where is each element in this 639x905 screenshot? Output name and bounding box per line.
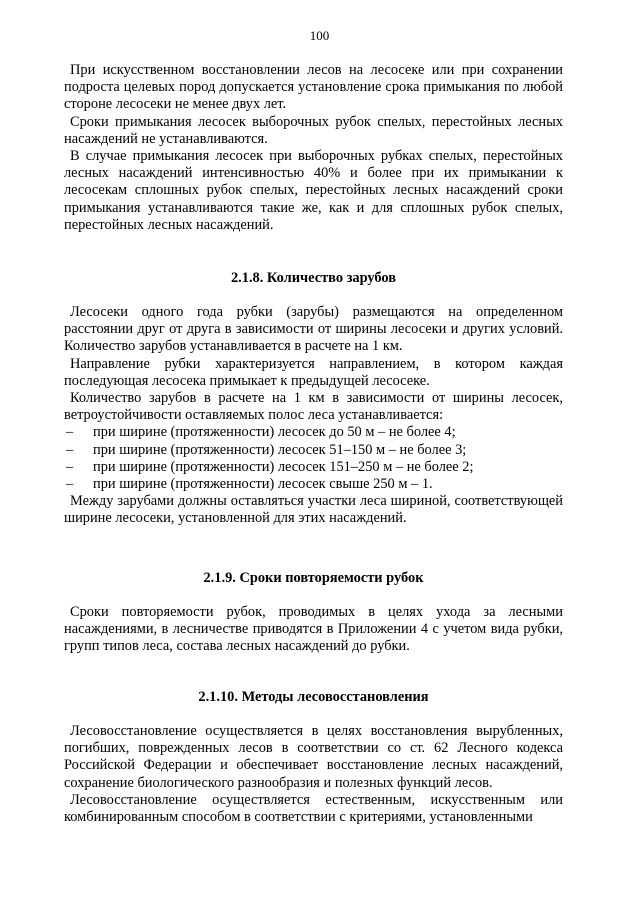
paragraph: Лесосеки одного года рубки (зарубы) размещаются на определенном расстоянии друг от друга в зависимости от ширины лесосеки и других условий. Количество зарубов устанавливается в расчете на 1 км. [64, 304, 563, 355]
paragraph: Лесовосстановление осуществляется в целях восстановления вырубленных, погибших, поврежденных лесов в соответствии со ст. 62 Лесного кодекса Российской Федерации и обеспечивает восстановление лесных насаждений, сохранение биологического разнообразия и полезных функций лесов. [64, 723, 563, 791]
list-item-text: при ширине (протяженности) лесосек 151–250 м – не более 2; [93, 458, 474, 475]
cuts-count-list [64, 424, 563, 493]
list-item [64, 442, 563, 459]
paragraph: Сроки примыкания лесосек выборочных рубок спелых, перестойных лесных насаждений не устанавливаются. [64, 113, 563, 147]
paragraph: Между зарубами должны оставляться участки леса шириной, соответствующей ширине лесосеки, установленной для этих насаждений. [64, 493, 563, 527]
list-dash-marker: – [66, 441, 74, 458]
paragraph: Сроки повторяемости рубок, проводимых в целях ухода за лесными насаждениями, в лесничестве приводятся в Приложении 4 с учетом вида рубки, групп типов леса, состава лесных насаждений до рубки. [64, 604, 563, 655]
paragraph: Количество зарубов в расчете на 1 км в зависимости от ширины лесосек, ветроустойчивости оставляемых полос леса устанавливается: [64, 390, 563, 424]
paragraph: Лесовосстановление осуществляется естественным, искусственным или комбинированным способом в соответствии с критериями, установленными [64, 791, 563, 826]
list-item-text: при ширине (протяженности) лесосек до 50 м – не более 4; [93, 424, 456, 441]
paragraph: При искусственном восстановлении лесов на лесосеке или при сохранении подроста целевых пород допускается установление срока примыкания по любой стороне лесосеки не менее двух лет. [64, 62, 563, 113]
section-heading-2-1-8: 2.1.8. Количество зарубов [230, 270, 397, 286]
list-item [64, 424, 563, 441]
paragraph: Направление рубки характеризуется направлением, в котором каждая последующая лесосека примыкает к предыдущей лесосеке. [64, 355, 563, 389]
list-item [64, 459, 563, 476]
list-item-text: при ширине (протяженности) лесосек 51–150 м – не более 3; [93, 441, 467, 458]
list-dash-marker: – [66, 424, 74, 441]
list-dash-marker: – [66, 476, 74, 493]
list-item-text: при ширине (протяженности) лесосек свыше 250 м – 1. [93, 476, 433, 493]
list-dash-marker: – [66, 458, 74, 475]
intro-text-block [64, 62, 563, 234]
section-heading-2-1-10: 2.1.10. Методы лесовосстановления [198, 689, 429, 705]
list-item [64, 476, 563, 493]
section-2-1-9-body [64, 604, 563, 656]
section-2-1-10-body [64, 723, 563, 826]
section-heading-2-1-9: 2.1.9. Сроки повторяемости рубок [203, 570, 424, 586]
paragraph: В случае примыкания лесосек при выборочных рубках спелых, перестойных лесных насаждений интенсивностью 40% и более при их примыкании к лесосекам сплошных рубок спелых, перестойных лесных насаждений сроки примыкания устанавливаются такие же, как и для сплошных рубок спелых, перестойных лесных насаждений. [64, 148, 563, 233]
section-2-1-8-body [64, 304, 563, 528]
page-number: 100 [309, 28, 330, 43]
